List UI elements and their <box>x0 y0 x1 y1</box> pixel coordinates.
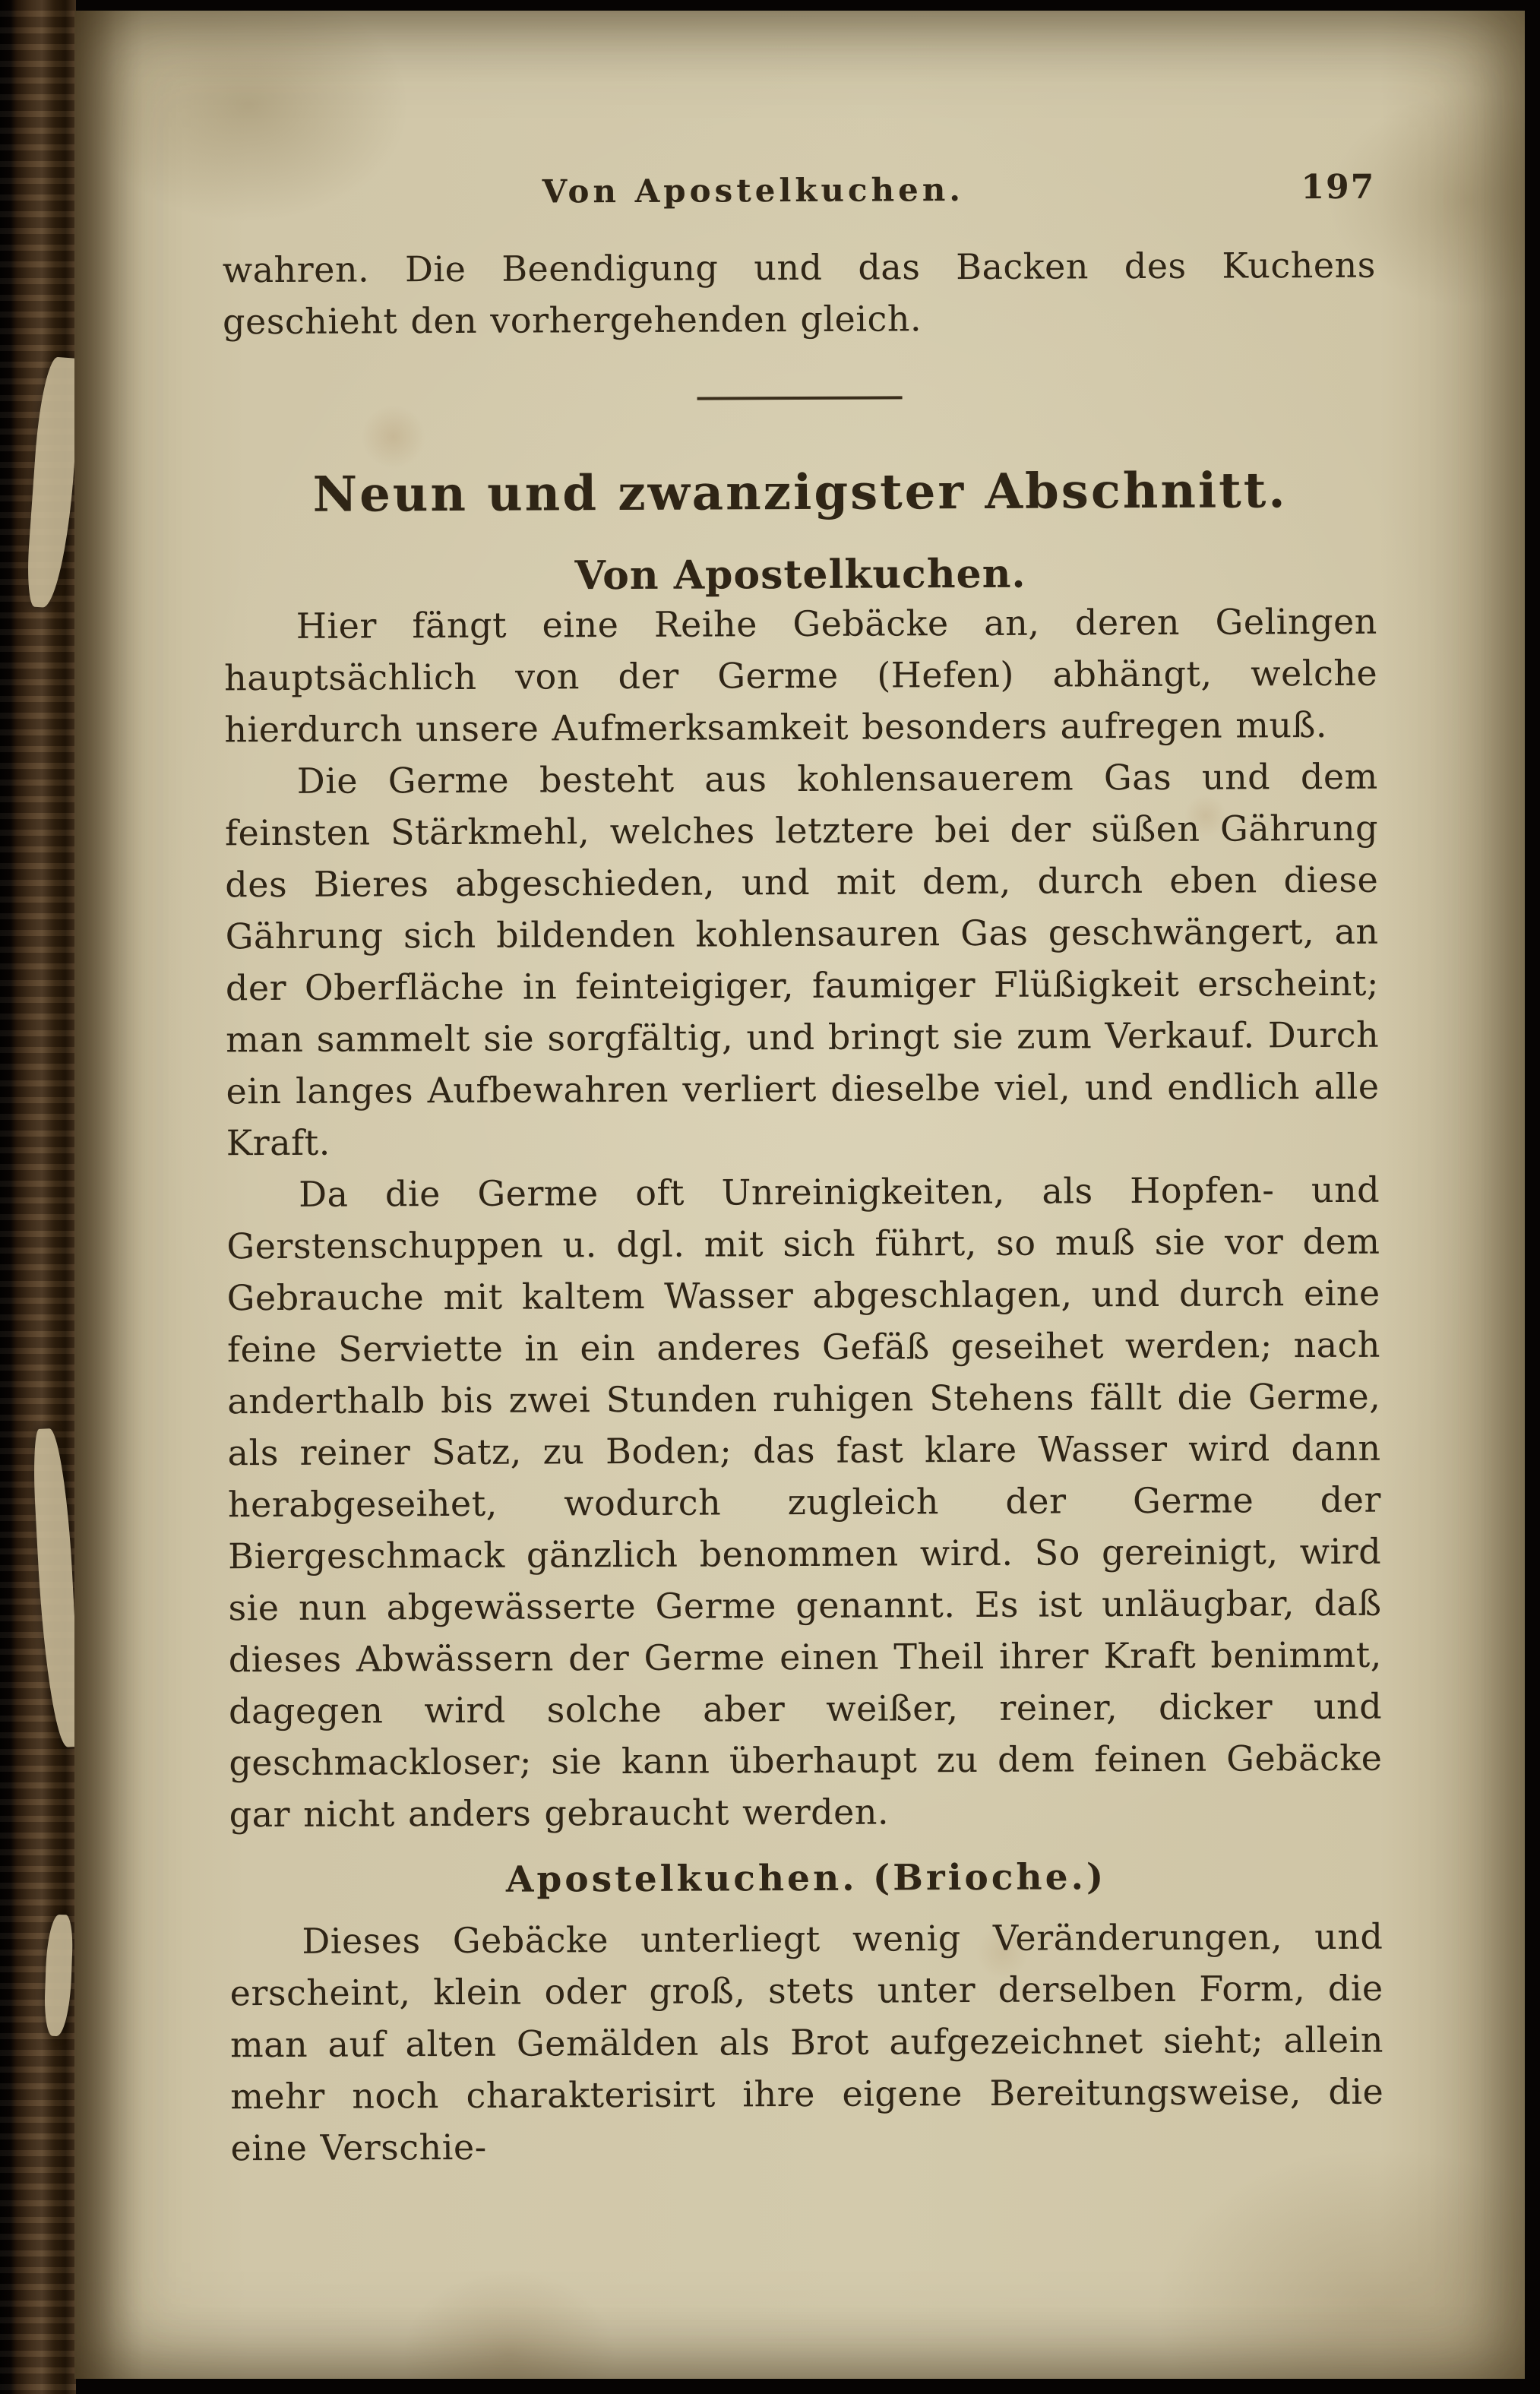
chapter-subtitle: Von Apostelkuchen. <box>574 550 1026 599</box>
book-spine <box>0 0 76 2394</box>
section-divider <box>697 396 903 400</box>
recipe-heading: Apostelkuchen. (Brioche.) <box>505 1855 1107 1901</box>
page-paper <box>74 11 1525 2379</box>
page-content <box>222 169 1383 2174</box>
chapter-title: Neun und zwanzigster Abschnitt. <box>312 462 1288 523</box>
spine-paper-flap <box>25 356 82 609</box>
page-number: 197 <box>1301 167 1376 207</box>
spine-paper-flap <box>43 1914 74 2036</box>
running-title: Von Apostelkuchen. <box>542 171 965 210</box>
running-header <box>222 169 1375 223</box>
paragraph: Dieses Gebäcke unterliegt wenig Veränderungen, und erscheint, klein oder groß, stets unter derselben Form, die man auf alten Gemälden als Brot aufgezeichnet sieht; allein mehr noch charakterisirt ihre eigene Bereitungsweise, die eine Verschie- <box>229 1915 1384 2168</box>
paragraph: Die Germe besteht aus kohlensauerem Gas und dem feinsten Stärkmehl, welches letztere bei der süßen Gährung des Bieres abgeschieden, und mit dem, durch eben diese Gährung sich bildenden kohlensauren Gas geschwängert, an der Oberfläche in feinteigiger, faumiger Flüßigkeit erscheint; man sammelt sie sorgfältig, und bringt sie zum Verkauf. Durch ein langes Aufbewahren verliert dieselbe viel, und endlich alle Kraft. <box>224 755 1380 1163</box>
paragraph: Hier fängt eine Reihe Gebäcke an, deren Gelingen hauptsächlich von der Germe (Hefen) abhängt, welche hierdurch unsere Aufmerksamkeit besonders aufregen muß. <box>224 600 1378 750</box>
paragraph: Da die Germe oft Unreinigkeiten, als Hopfen- und Gerstenschuppen u. dgl. mit sich führt, so muß sie vor dem Gebrauche mit kaltem Wasser abgeschlagen, und durch eine feine Serviette in ein anderes Gefäß geseihet werden; nach anderthalb bis zwei Stunden ruhigen Stehens fällt die Germe, als reiner Satz, zu Boden; das fast klare Wasser wird dann herabgeseihet, wodurch zugleich der Germe der Biergeschmack gänzlich benommen wird. So gereinigt, wird sie nun abgewässerte Germe genannt. Es ist unläugbar, daß dieses Abwässern der Germe einen Theil ihrer Kraft benimmt, dagegen wird solche aber weißer, reiner, dicker und geschmackloser; sie kann überhaupt zu dem feinen Gebäcke gar nicht anders gebraucht werden. <box>226 1169 1383 1835</box>
continuation-paragraph: wahren. Die Beendigung und das Backen des Kuchens geschieht den vorhergehenden gleich. <box>222 244 1376 343</box>
gutter-shadow <box>74 11 143 2379</box>
